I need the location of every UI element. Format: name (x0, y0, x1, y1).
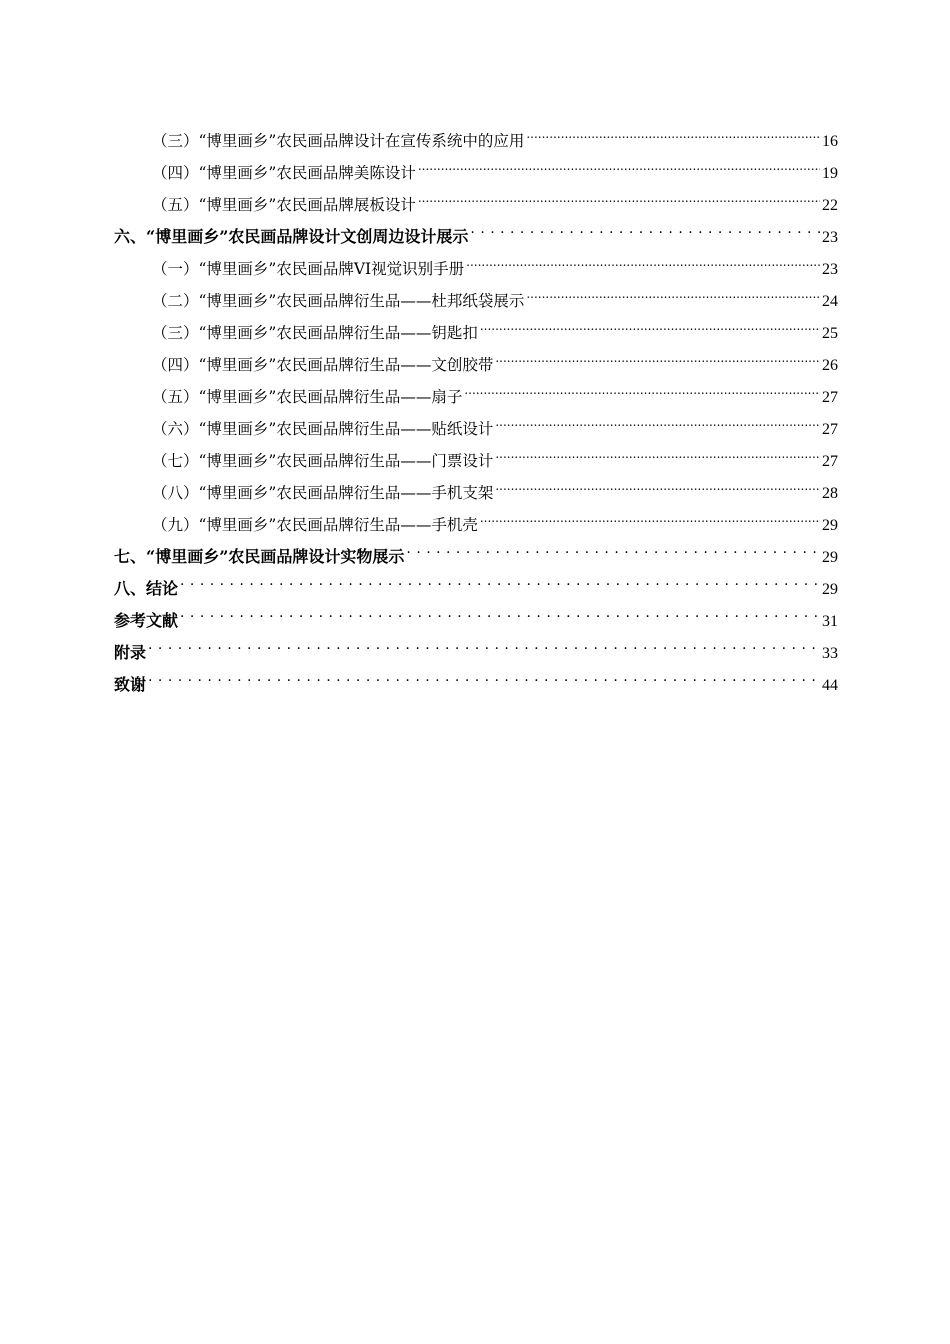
toc-entry-page: 22 (822, 197, 838, 214)
toc-dot-leader (406, 530, 820, 562)
toc-entry-title: （五）“博里画乡”农民画品牌衍生品——扇子 (152, 388, 463, 406)
toc-dot-leader (466, 242, 820, 274)
toc-dot-leader (180, 562, 820, 594)
toc-entry-title: 七、“博里画乡”农民画品牌设计实物展示 (114, 547, 405, 566)
toc-dot-leader (418, 178, 820, 210)
toc-section-acknowledgements[interactable] (114, 658, 838, 694)
toc-dot-leader (418, 146, 820, 178)
toc-entry-page: 44 (822, 677, 838, 694)
toc-dot-leader (526, 274, 820, 306)
toc-entry-title: （四）“博里画乡”农民画品牌衍生品——文创胶带 (152, 356, 494, 374)
toc-entry-page: 25 (822, 325, 838, 342)
toc-entry-title: （八）“博里画乡”农民画品牌衍生品——手机支架 (152, 484, 494, 502)
toc-entry-page: 29 (822, 549, 838, 566)
toc-entry-page: 29 (822, 517, 838, 534)
toc-dot-leader (480, 306, 820, 338)
toc-entry-title: （三）“博里画乡”农民画品牌衍生品——钥匙扣 (152, 324, 478, 342)
toc-entry-page: 27 (822, 389, 838, 406)
toc-entry-title: 附录 (114, 643, 147, 662)
toc-entry-title: 六、“博里画乡”农民画品牌设计文创周边设计展示 (114, 227, 469, 246)
toc-dot-leader (495, 434, 820, 466)
toc-dot-leader (495, 402, 820, 434)
toc-entry-title: （九）“博里画乡”农民画品牌衍生品——手机壳 (152, 516, 478, 534)
toc-entry-page: 28 (822, 485, 838, 502)
toc-entry-page: 24 (822, 293, 838, 310)
toc-entry-page: 27 (822, 421, 838, 438)
toc-dot-leader (464, 370, 820, 402)
toc-entry-title: 八、结论 (114, 579, 179, 598)
toc-entry-title: 参考文献 (114, 611, 179, 630)
toc-entry-page: 23 (822, 261, 838, 278)
toc-dot-leader (495, 338, 820, 370)
toc-entry-page: 23 (822, 229, 838, 246)
toc-dot-leader (148, 658, 820, 690)
toc-entry-page: 16 (822, 133, 838, 150)
toc-entry-page: 19 (822, 165, 838, 182)
toc-entry-page: 31 (822, 613, 838, 630)
toc-entry-3-3[interactable] (114, 114, 838, 150)
toc-section-8[interactable] (114, 562, 838, 598)
toc-dot-leader (148, 626, 820, 658)
toc-entry-page: 29 (822, 581, 838, 598)
toc-entry-page: 26 (822, 357, 838, 374)
toc-entry-title: （一）“博里画乡”农民画品牌VI视觉识别手册 (152, 260, 465, 278)
toc-entry-title: （二）“博里画乡”农民画品牌衍生品——杜邦纸袋展示 (152, 292, 525, 310)
toc-entry-page: 27 (822, 453, 838, 470)
toc-dot-leader (526, 114, 820, 146)
toc-dot-leader (180, 594, 820, 626)
toc-entry-page: 33 (822, 645, 838, 662)
toc-dot-leader (495, 466, 820, 498)
toc-entry-title: （四）“博里画乡”农民画品牌美陈设计 (152, 164, 416, 182)
toc-entry-title: （五）“博里画乡”农民画品牌展板设计 (152, 196, 416, 214)
table-of-contents (114, 114, 838, 694)
toc-dot-leader (480, 498, 820, 530)
toc-dot-leader (470, 210, 820, 242)
toc-entry-title: （六）“博里画乡”农民画品牌衍生品——贴纸设计 (152, 420, 494, 438)
toc-section-references[interactable] (114, 594, 838, 630)
toc-section-appendix[interactable] (114, 626, 838, 662)
toc-entry-title: （三）“博里画乡”农民画品牌设计在宣传系统中的应用 (152, 132, 525, 150)
toc-entry-title: 致谢 (114, 675, 147, 694)
toc-entry-title: （七）“博里画乡”农民画品牌衍生品——门票设计 (152, 452, 494, 470)
